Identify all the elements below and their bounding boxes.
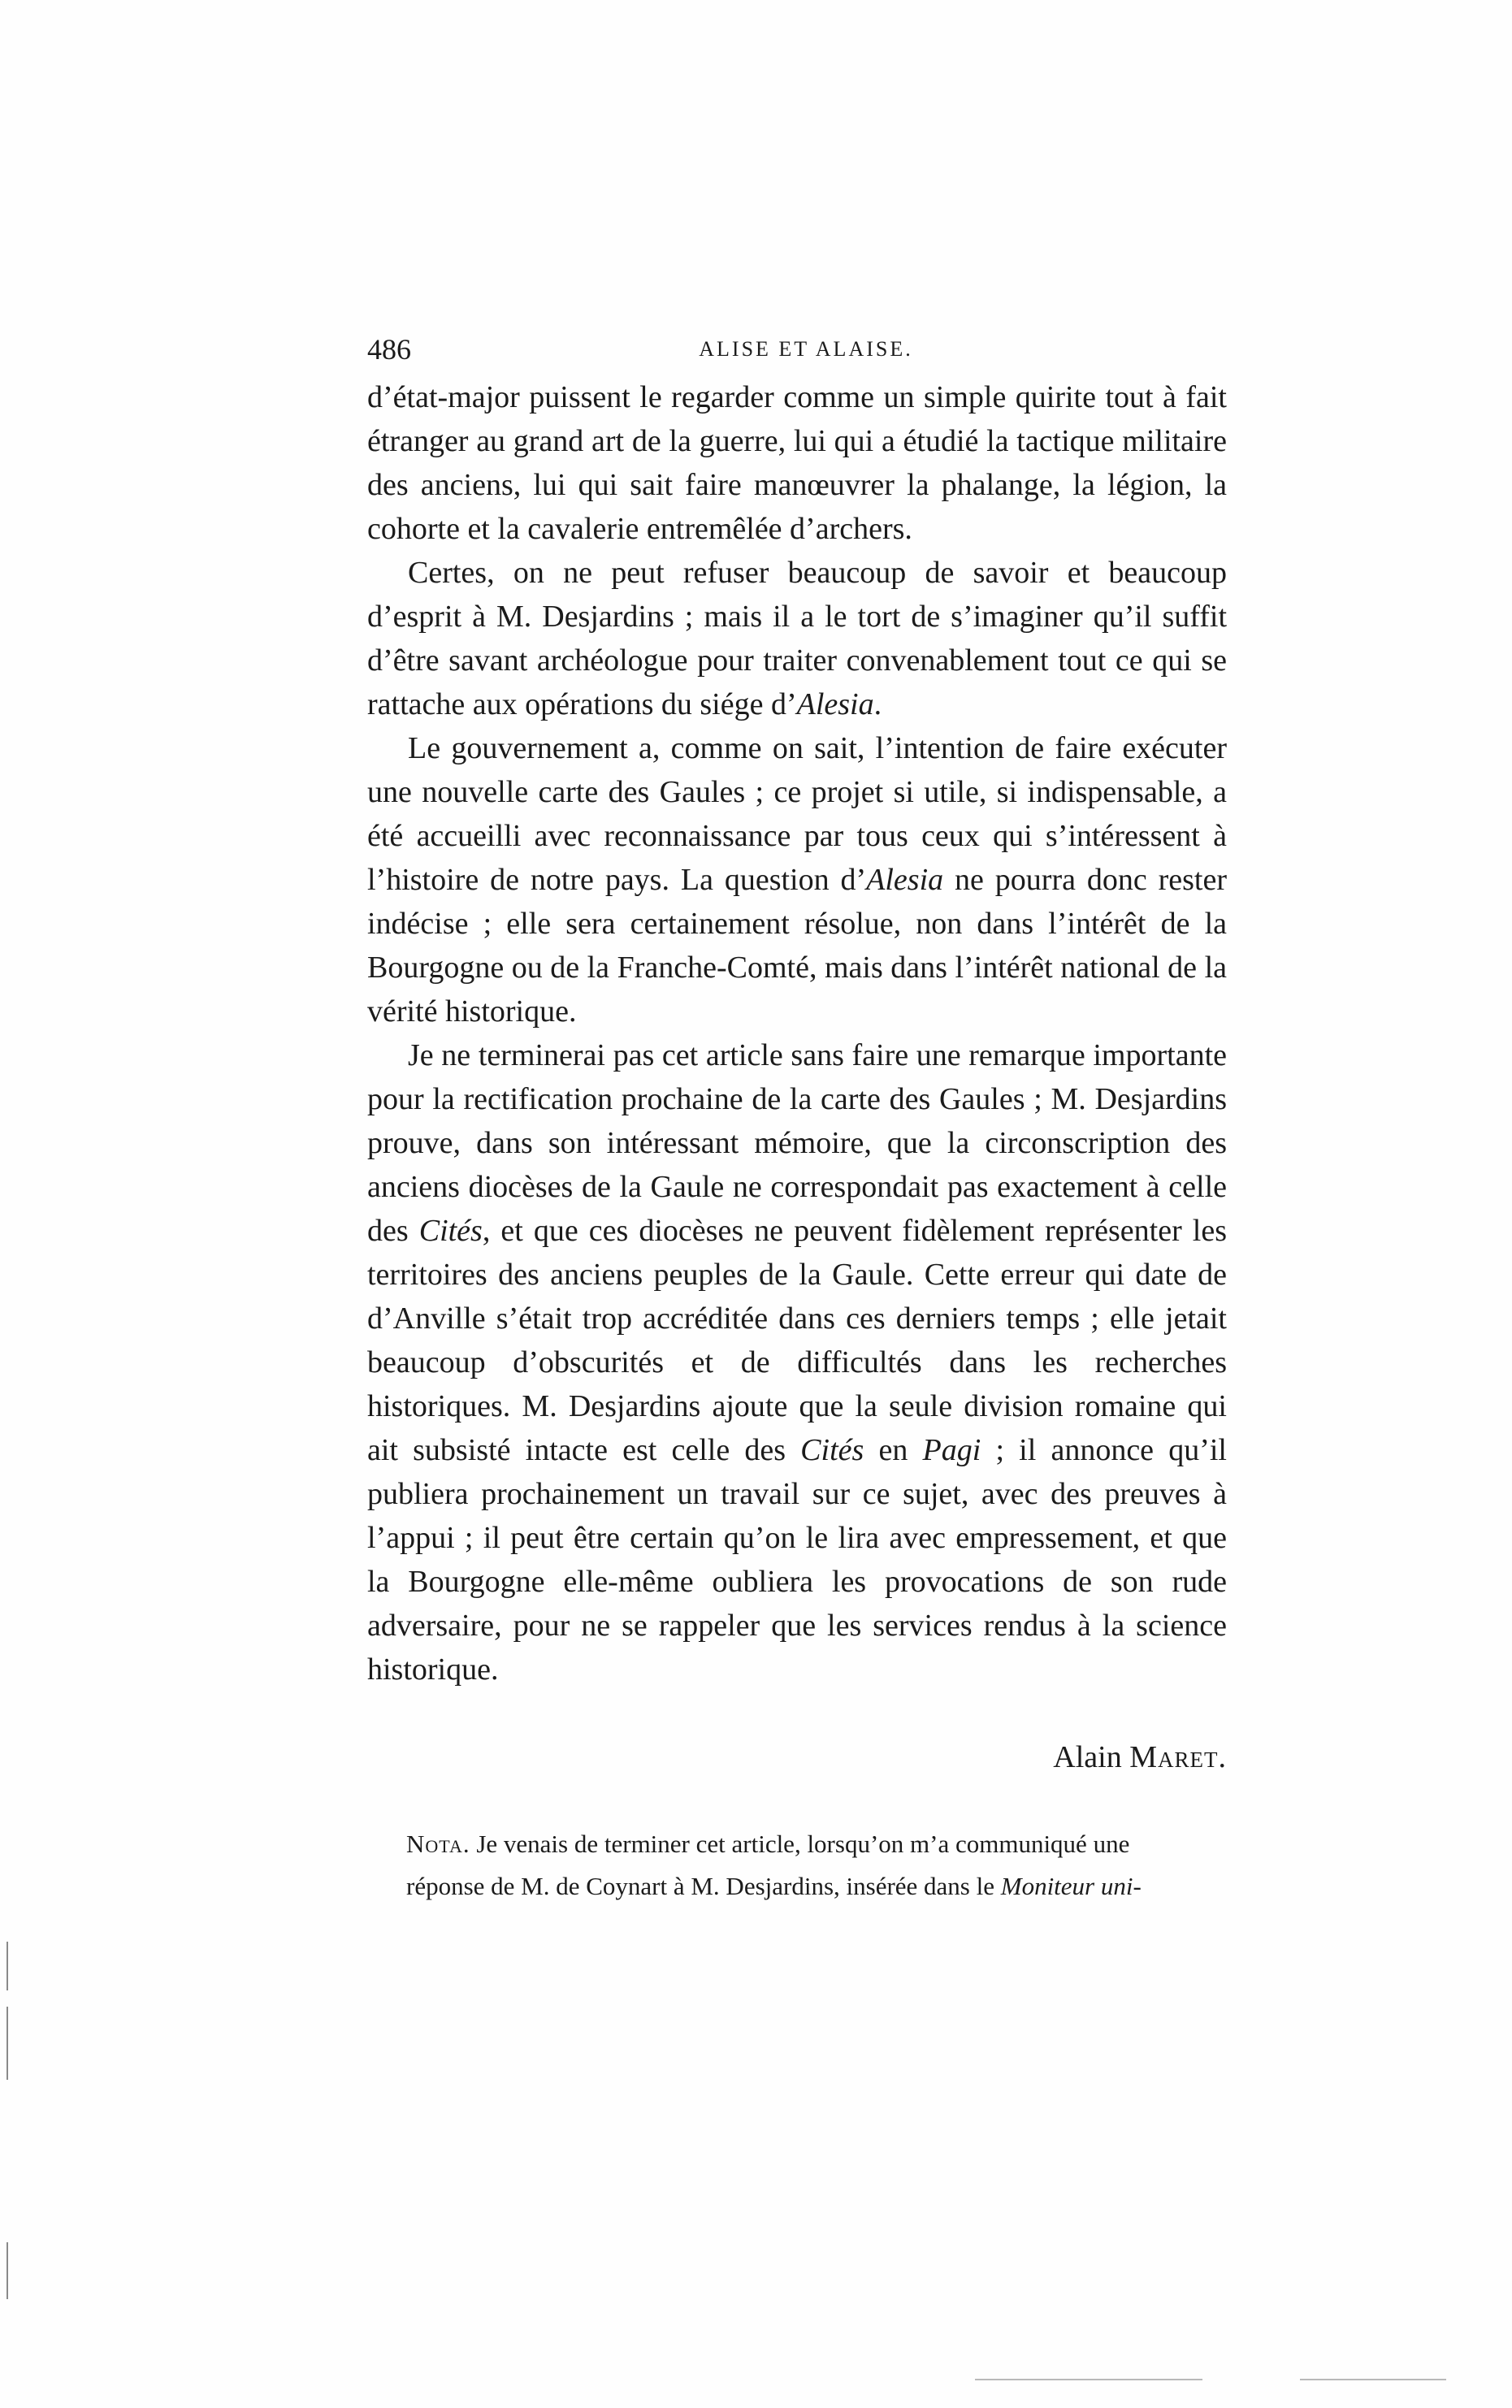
footnote	[406, 1823, 1228, 1908]
scan-artifact	[6, 2007, 8, 2080]
page-header	[367, 329, 1245, 370]
scan-artifact	[1300, 2379, 1446, 2380]
author-signature	[367, 1735, 1227, 1779]
paragraph	[367, 1033, 1227, 1691]
body-text	[367, 375, 1227, 1691]
text-run: en	[864, 1433, 923, 1467]
paragraph	[367, 551, 1227, 726]
note-line1-text: Je venais de terminer cet article, lorsqu’on m’a communiqué une	[476, 1830, 1130, 1858]
scan-artifact	[6, 1942, 8, 1990]
text-run: d’état-major puissent le regarder comme un simple quirite tout à fait étranger au grand art de la guerre, lui qui a étudié la tactique militaire des anciens, lui qui sait faire manœuvrer la phalange, la légion, la cohorte et la cavalerie entremêlée d’archers.	[367, 380, 1227, 546]
text-run: Certes, on ne peut refuser beaucoup de savoir et beaucoup d’esprit à M. Desjardins ; mais il a le tort de s’imaginer qu’il suffit d’être savant archéologue pour traiter convenablement tout ce qui se rattache aux opérations du siége d’	[367, 556, 1227, 721]
paragraph	[367, 375, 1227, 551]
italic-text: Alesia	[866, 863, 944, 897]
note-label: Nota.	[406, 1830, 470, 1858]
note-line-1	[406, 1823, 1228, 1865]
text-run: ; il annonce qu’il publiera prochainement un travail sur ce sujet, avec des preuves à l’appui ; il peut être certain qu’on le lira avec empressement, et que la Bourgogne elle-même oubliera les provocations de son rude adversaire, pour ne se rappeler que les services rendus à la science historique.	[367, 1433, 1227, 1687]
author-first-name: Alain	[1053, 1740, 1122, 1774]
note-line2-italic: Moniteur uni-	[1000, 1872, 1142, 1900]
text-run: , et que ces diocèses ne peuvent fidèlement représenter les territoires des anciens peuples de la Gaule. Cette erreur qui date de d’Anville s’était trop accréditée dans ces derniers temps ; elle jetait beaucoup d’obscurités et de difficultés dans les recherches historiques. M. Desjardins ajoute que la seule division romaine qui ait subsisté intacte est celle des	[367, 1214, 1228, 1467]
author-last-name: Maret.	[1129, 1740, 1227, 1774]
text-run: ne pourra donc rester indécise ; elle sera certainement résolue, non dans l’intérêt de la Bourgogne ou de la Franche-Comté, mais dans l’intérêt national de la vérité historique.	[367, 863, 1228, 1029]
note-line-2	[406, 1865, 1228, 1908]
page-number: 486	[367, 333, 411, 366]
text-run: Je ne terminerai pas cet article sans faire une remarque importante pour la rectification prochaine de la carte des Gaules ; M. Desjardins prouve, dans son intéressant mémoire, que la circonscription des anciens diocèses de la Gaule ne correspondait pas exactement à celle des	[367, 1038, 1227, 1248]
scan-artifact	[6, 2242, 8, 2299]
italic-text: Cités	[800, 1433, 864, 1467]
text-run: .	[873, 687, 882, 721]
scan-artifact	[975, 2379, 1202, 2380]
italic-text: Cités	[418, 1214, 483, 1248]
paragraph	[367, 726, 1227, 1033]
italic-text: Alesia	[796, 687, 874, 721]
text-run: Le gouvernement a, comme on sait, l’intention de faire exécuter une nouvelle carte des Gaules ; ce projet si utile, si indispensable, a été accueilli avec reconnaissance par tous ceux qui s’intéressent à l’histoire de notre pays. La question d’	[367, 731, 1227, 897]
italic-text: Pagi	[922, 1433, 981, 1467]
note-line2-text: réponse de M. de Coynart à M. Desjardins, insérée dans le	[406, 1872, 1001, 1900]
running-head: ALISE ET ALAISE.	[699, 337, 913, 361]
